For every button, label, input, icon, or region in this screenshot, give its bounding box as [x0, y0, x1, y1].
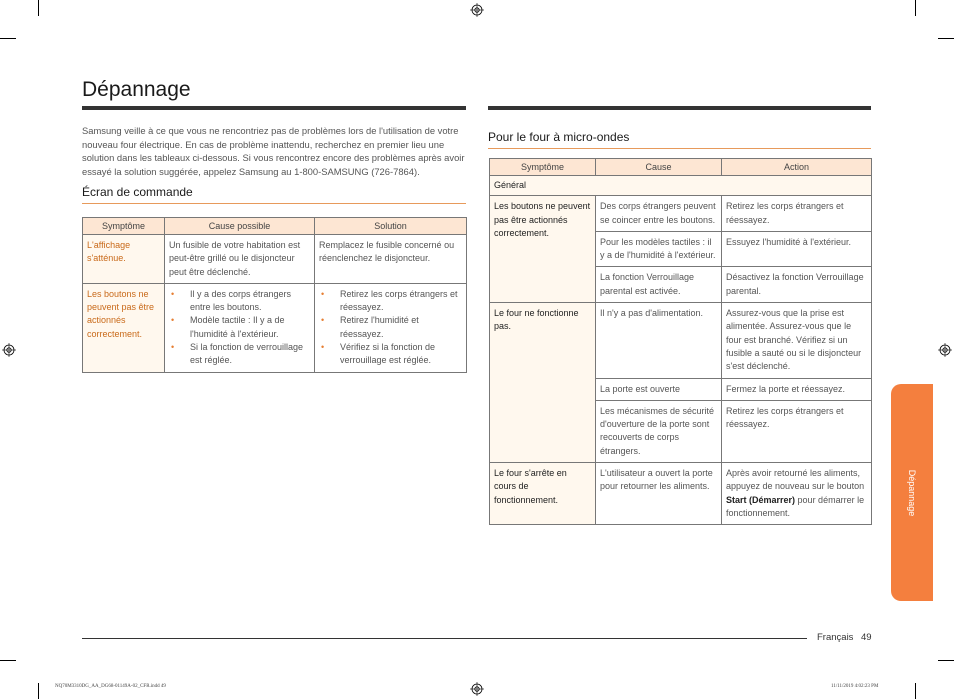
cause-cell: La fonction Verrouillage parental est activée.: [596, 267, 722, 303]
symptom-cell: Les boutons ne peuvent pas être actionnés correctement.: [83, 283, 165, 372]
solution-cell: [315, 283, 467, 372]
column-header: Symptôme: [83, 218, 165, 235]
title-rule: [488, 106, 871, 110]
column-header: Cause possible: [165, 218, 315, 235]
bullet-list: [319, 288, 462, 368]
bullet-list: [169, 288, 310, 368]
intro-paragraph: Samsung veille à ce que vous ne rencontriez pas de problèmes lors de l'utilisation de votre nouveau four électrique. En cas de problème inattendu, recherchez en premier lieu une solution dans les tableaux ci-dessous. Si vous rencontrez encore des problèmes après avoir essayé la solution suggérée, appelez Samsung au 1-800-SAMSUNG (726-7864).: [82, 125, 465, 177]
action-cell: [722, 463, 872, 525]
crop-mark: [915, 683, 916, 699]
table-row: [83, 235, 467, 284]
cause-cell: Pour les modèles tactiles : il y a de l'humidité à l'extérieur.: [596, 231, 722, 267]
control-panel-table: [82, 217, 467, 373]
action-text: pour démarrer le fonctionnement.: [726, 494, 865, 518]
cause-cell: La porte est ouverte: [596, 378, 722, 400]
start-button-label: Start (Démarrer): [726, 494, 796, 505]
cause-cell: [165, 283, 315, 372]
section-rule: [82, 203, 466, 204]
registration-mark-icon: [938, 343, 952, 357]
crop-mark: [0, 38, 16, 39]
title-rule: [82, 106, 466, 110]
footer-rule: [82, 638, 807, 639]
cause-cell: Un fusible de votre habitation est peut-être grillé ou le disjoncteur peut être déclenché.: [165, 235, 315, 284]
list-item: • Si la fonction de verrouillage est réglée.: [169, 341, 310, 368]
action-cell: Désactivez la fonction Verrouillage parental.: [722, 267, 872, 303]
column-header: Action: [722, 159, 872, 176]
footer-language: Français: [817, 632, 854, 643]
action-cell: Retirez les corps étrangers et réessayez.: [722, 400, 872, 462]
registration-mark-icon: [470, 3, 484, 17]
table-header-row: [490, 159, 872, 176]
symptom-cell: L'affichage s'atténue.: [83, 235, 165, 284]
cause-cell: Il n'y a pas d'alimentation.: [596, 303, 722, 378]
crop-mark: [38, 0, 39, 16]
page-title: Dépannage: [82, 78, 191, 101]
crop-mark: [938, 660, 954, 661]
action-cell: Fermez la porte et réessayez.: [722, 378, 872, 400]
symptom-cell: Les boutons ne peuvent pas être actionnés correctement.: [490, 196, 596, 303]
microwave-heading: Pour le four à micro-ondes: [488, 130, 630, 144]
crop-mark: [0, 660, 16, 661]
table-header-row: [83, 218, 467, 235]
action-text: Après avoir retourné les aliments, appuyez de nouveau sur le bouton: [726, 468, 865, 492]
column-header: Symptôme: [490, 159, 596, 176]
action-cell: Essuyez l'humidité à l'extérieur.: [722, 231, 872, 267]
crop-mark: [38, 683, 39, 699]
page-number: 49: [861, 632, 872, 643]
section-side-tab: [891, 384, 933, 601]
symptom-cell: Le four ne fonctionne pas.: [490, 303, 596, 463]
action-cell: Assurez-vous que la prise est alimentée. Assurez-vous que le four est branché. Vérifiez si un fusible a sauté ou si le disjoncteur s'est déclenché.: [722, 303, 872, 378]
print-slug-file: NQ70M3310DG_AA_DG68-01149A-02_CFR.indd 49: [55, 684, 166, 689]
crop-mark: [915, 0, 916, 16]
section-row: [490, 176, 872, 196]
column-header: Cause: [596, 159, 722, 176]
table-row: [83, 283, 467, 372]
table-row: [490, 463, 872, 525]
cause-cell: Des corps étrangers peuvent se coincer entre les boutons.: [596, 196, 722, 232]
section-rule: [488, 148, 871, 149]
microwave-table: [489, 158, 872, 525]
solution-cell: Remplacez le fusible concerné ou réenclenchez le disjoncteur.: [315, 235, 467, 284]
registration-mark-icon: [2, 343, 16, 357]
list-item: • Modèle tactile : Il y a de l'humidité à l'extérieur.: [169, 314, 310, 341]
cause-cell: L'utilisateur a ouvert la porte pour retourner les aliments.: [596, 463, 722, 525]
symptom-cell: Le four s'arrête en cours de fonctionnement.: [490, 463, 596, 525]
section-label: Général: [490, 176, 872, 196]
print-slug-date: 11/11/2019 4:02:23 PM: [831, 684, 879, 689]
list-item: • Il y a des corps étrangers entre les boutons.: [169, 288, 310, 315]
table-row: [490, 303, 872, 378]
cause-cell: Les mécanismes de sécurité d'ouverture de la porte sont recouverts de corps étrangers.: [596, 400, 722, 462]
column-header: Solution: [315, 218, 467, 235]
list-item: • Retirez l'humidité et réessayez.: [319, 314, 462, 341]
crop-mark: [938, 38, 954, 39]
table-row: [490, 196, 872, 232]
side-tab-label: Dépannage: [907, 469, 917, 516]
list-item: • Retirez les corps étrangers et réessayez.: [319, 288, 462, 315]
action-cell: Retirez les corps étrangers et réessayez.: [722, 196, 872, 232]
control-panel-heading: Écran de commande: [82, 185, 193, 199]
list-item: • Vérifiez si la fonction de verrouillage est réglée.: [319, 341, 462, 368]
registration-mark-icon: [470, 682, 484, 696]
